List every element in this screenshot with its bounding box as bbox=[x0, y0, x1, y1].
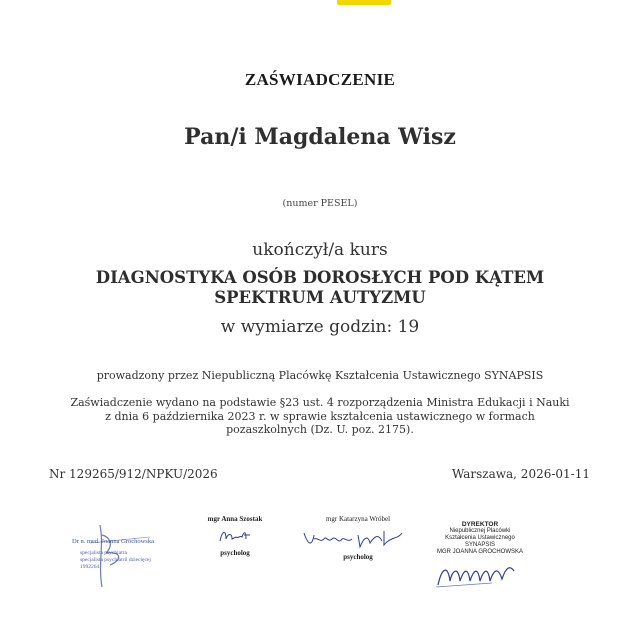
stamp-left-line-1: specjalista psychiatra bbox=[80, 550, 127, 556]
completed-text: ukończył/a kurs bbox=[252, 240, 388, 260]
director-stamp bbox=[430, 521, 530, 556]
signature-wrobel bbox=[298, 515, 418, 561]
director-line-1: Niepublicznej Placówki bbox=[449, 528, 511, 534]
certificate-number: Nr 129265/912/NPKU/2026 bbox=[49, 467, 218, 481]
signature-szostak-ink bbox=[200, 525, 270, 549]
signature-wrobel-name: mgr Katarzyna Wróbel bbox=[325, 515, 391, 523]
course-name bbox=[0, 268, 640, 308]
course-name-line-2: SPEKTRUM AUTYZMU bbox=[214, 288, 426, 307]
legal-basis bbox=[60, 396, 580, 437]
signature-wrobel-role: psycholog bbox=[343, 553, 373, 561]
legal-basis-line-2: z dnia 6 października 2023 r. w sprawie kształcenia ustawicznego w formach bbox=[105, 409, 535, 423]
place-and-date: Warszawa, 2026-01-11 bbox=[451, 467, 590, 481]
director-line-2: Kształcenia Ustawicznego bbox=[445, 535, 515, 541]
director-line-3: SYNAPSIS bbox=[464, 542, 495, 548]
signature-wrobel-ink bbox=[298, 525, 418, 553]
provider-text: prowadzony przez Niepubliczną Placówkę Kształcenia Ustawicznego SYNAPSIS bbox=[96, 369, 544, 382]
legal-basis-line-1: Zaświadczenie wydano na podstawie §23 ust. 4 rozporządzenia Ministra Edukacji i Nauki bbox=[70, 396, 570, 409]
director-name: MGR JOANNA GROCHOWSKA bbox=[436, 549, 523, 555]
stamp-left-name: Dr n. med. Joanna Grochowska bbox=[72, 538, 154, 545]
recipient-name: Pan/i Magdalena Wisz bbox=[184, 124, 456, 150]
director-title: DYREKTOR bbox=[461, 521, 499, 528]
signature-szostak-name: mgr Anna Szostak bbox=[207, 515, 263, 523]
certificate-title: ZAŚWIADCZENIE bbox=[244, 70, 396, 89]
top-tab-marker bbox=[337, 0, 391, 5]
signature-szostak bbox=[200, 515, 270, 557]
stamp-left-line-2: specjalista psychiatrii dziecięcej bbox=[80, 557, 151, 563]
director-signature bbox=[432, 557, 522, 593]
stamp-left-signature bbox=[80, 515, 160, 595]
pesel-label: (numer PESEL) bbox=[282, 198, 358, 209]
signature-szostak-role: psycholog bbox=[220, 549, 250, 557]
course-hours: w wymiarze godzin: 19 bbox=[220, 317, 420, 337]
legal-basis-line-3: pozaszkolnych (Dz. U. poz. 2175). bbox=[226, 423, 414, 436]
stamp-left-line-3: 1992264 bbox=[80, 564, 100, 570]
course-name-line-1: DIAGNOSTYKA OSÓB DOROSŁYCH POD KĄTEM bbox=[95, 268, 545, 287]
